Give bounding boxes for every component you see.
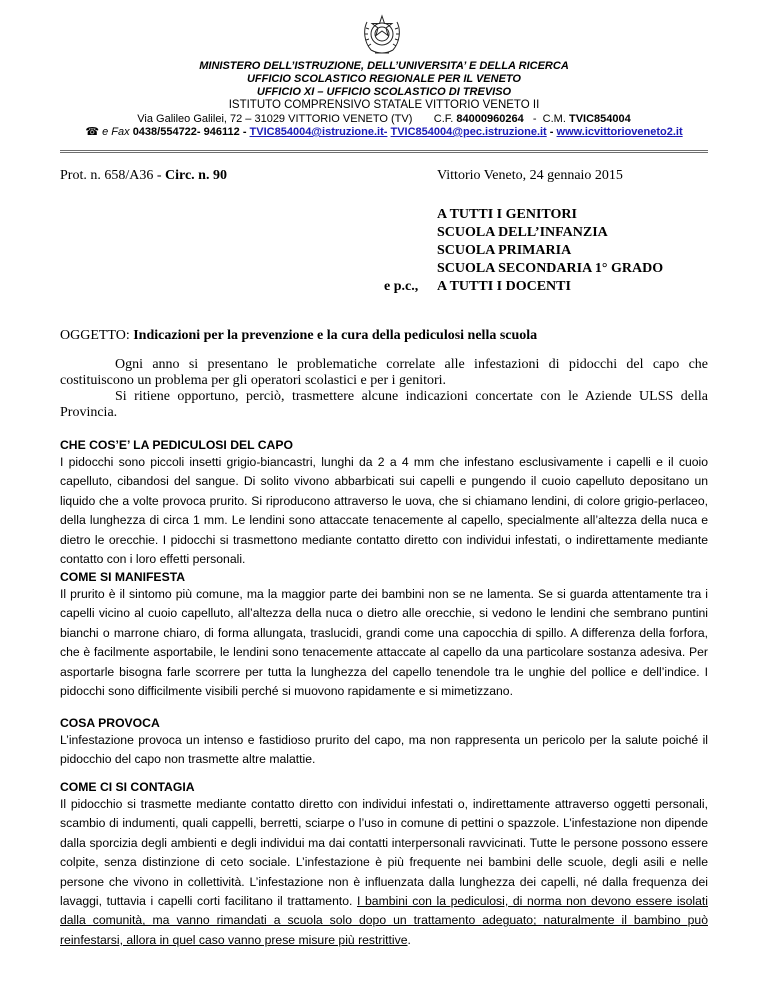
section-text-contagion bbox=[60, 795, 708, 950]
contagion-underlined-text: I bambini con la pediculosi, di norma non devono essere isolati dalla comunità, ma vanno rimandati a scuola solo dopo un trattamento adeguato; naturalmente il bambino può reinfestarsi, allora in quel caso vanno prese misure più restrittive bbox=[60, 894, 708, 947]
protocol-line bbox=[60, 168, 227, 184]
cf-label: C.F. bbox=[433, 113, 454, 125]
contagion-end: . bbox=[407, 932, 411, 947]
school-name: ISTITUTO COMPRENSIVO STATALE VITTORIO VENETO II bbox=[228, 99, 540, 111]
phone-icon: ☎ bbox=[85, 126, 100, 138]
ministry-name: MINISTERO DELL’ISTRUZIONE, DELL’UNIVERSITA’ E DELLA RICERCA bbox=[199, 60, 569, 72]
section-title-what-is: CHE COS’E’ LA PEDICULOSI DEL CAPO bbox=[60, 438, 293, 452]
fax-value: 0438/554722- 946112 bbox=[132, 126, 240, 138]
subject-line bbox=[60, 328, 537, 344]
republic-emblem-icon bbox=[357, 10, 407, 58]
email-link[interactable]: TVIC854004@istruzione.it- bbox=[249, 126, 388, 138]
provincial-office: UFFICIO XI – UFFICIO SCOLASTICO DI TREVISO bbox=[256, 86, 512, 98]
place-date: Vittorio Veneto, 24 gennaio 2015 bbox=[437, 168, 623, 183]
intro-paragraph-2: Si ritiene opportuno, perciò, trasmettere alcune indicazioni concertate con le Aziende ULSS della Provincia. bbox=[60, 389, 708, 420]
circular-number: Circ. n. 90 bbox=[165, 168, 227, 183]
cm-value: TVIC854004 bbox=[568, 113, 631, 125]
protocol-number: Prot. n. 658/A36 - bbox=[60, 168, 162, 183]
section-title-contagion: COME CI SI CONTAGIA bbox=[60, 780, 195, 794]
address: Via Galileo Galilei, 72 – 31029 VITTORIO VENETO (TV) bbox=[137, 113, 413, 125]
section-text-what-is: I pidocchi sono piccoli insetti grigio-biancastri, lunghi da 2 a 4 mm che infestano esclusivamente i capelli e il cuoio capelluto, cibandosi del sangue. Di solito vivono abbarbicati sui capelli e pungendo il cuoio capelluto depositano un liquido che a volte provoca prurito. Si riproducono attraverso le uova, che si chiamano lendini, di colore grigio-perlaceo, della lunghezza di circa 1 mm. Le lendini sono attaccate tenacemente al capello, specialmente all’altezza della nuca e dietro le orecchie. I pidocchi si trasmettono mediante contatto diretto con individui infestati, o indirettamente mediante contatto con i loro effetti personali. bbox=[60, 455, 708, 567]
recipient-parents: A TUTTI I GENITORI bbox=[437, 207, 577, 222]
cc-label: e p.c., bbox=[384, 279, 419, 294]
header-divider-2 bbox=[60, 152, 708, 153]
recipient-infanzia: SCUOLA DELL’INFANZIA bbox=[437, 225, 608, 240]
address-line: Via Galileo Galilei, 72 – 31029 VITTORIO VENETO (TV) C.F. 84000960264 - C.M. TVIC854004 bbox=[137, 113, 631, 125]
pec-email-link[interactable]: TVIC854004@pec.istruzione.it bbox=[390, 126, 547, 138]
regional-office: UFFICIO SCOLASTICO REGIONALE PER IL VENETO bbox=[246, 73, 521, 85]
recipient-primaria: SCUOLA PRIMARIA bbox=[437, 243, 572, 258]
intro-paragraph-1: Ogni anno si presentano le problematiche correlate alle infestazioni di pidocchi del capo che costituiscono un problema per gli operatori scolastici e per i genitori. bbox=[60, 357, 708, 388]
section-text-effects: L’infestazione provoca un intenso e fastidioso prurito del capo, ma non rappresenta un pericolo per la salute poiché il pidocchio del capo non trasmette altre malattie. bbox=[60, 733, 708, 767]
contagion-text: Il pidocchio si trasmette mediante contatto diretto con individui infestati o, indirettamente attraverso oggetti personali, scambio di indumenti, quali cappelli, berretti, sciarpe o l’uso in comune di pettini o spazzole. L’infestazione non dipende dalla sporcizia degli ambienti e degli individui ma dai contatti interpersonali ravvicinati. Tutte le persone possono essere colpite, senza distinzione di ceto sociale. L’infestazione è più frequente nei bambini delle scuole, degli asili e nelle persone che vivono in collettività. L’infestazione non è influenzata dalla lunghezza dei capelli, né dalla frequenza dei lavaggi, tuttavia i capelli corti facilitano il trattamento. bbox=[60, 797, 708, 909]
recipient-teachers: A TUTTI I DOCENTI bbox=[437, 279, 571, 294]
fax-label: e Fax bbox=[102, 126, 130, 138]
cf-value: 84000960264 bbox=[456, 113, 524, 125]
subject-label: OGGETTO: bbox=[60, 328, 130, 343]
website-link[interactable]: www.icvittorioveneto2.it bbox=[556, 126, 683, 138]
section-text-symptoms: Il prurito è il sintomo più comune, ma la maggior parte dei bambini non se ne lamenta. Se si guarda attentamente tra i capelli vicino al cuoio capelluto, all’altezza della nuca o dietro alle orecchie, si vedono le lendini che sembrano puntini bianchi o marrone chiaro, di forma allungata, traslucidi, grandi come una capocchia di spillo. A differenza della forfora, che è facilmente asportabile, le lendini sono tenacemente attaccate al capello da una particolare sostanza adesiva. Per asportarle bisogna farle scorrere per tutta la lunghezza del capello tenendole tra le unghie del pollice e dell’indice. I pidocchi sono difficilmente visibili perché si muovono rapidamente e si mimetizzano. bbox=[60, 587, 708, 699]
recipient-secondaria: SCUOLA SECONDARIA 1° GRADO bbox=[437, 261, 664, 276]
subject-text: Indicazioni per la prevenzione e la cura della pediculosi nella scuola bbox=[133, 328, 538, 343]
header-divider bbox=[60, 150, 708, 151]
section-title-effects: COSA PROVOCA bbox=[60, 716, 160, 730]
section-title-symptoms: COME SI MANIFESTA bbox=[60, 570, 186, 584]
cm-label: C.M. bbox=[542, 113, 566, 125]
contact-line: ☎ e Fax 0438/554722- 946112 - TVIC854004@istruzione.it- TVIC854004@pec.istruzione.it - www.icvittorioveneto2.it bbox=[85, 126, 683, 138]
